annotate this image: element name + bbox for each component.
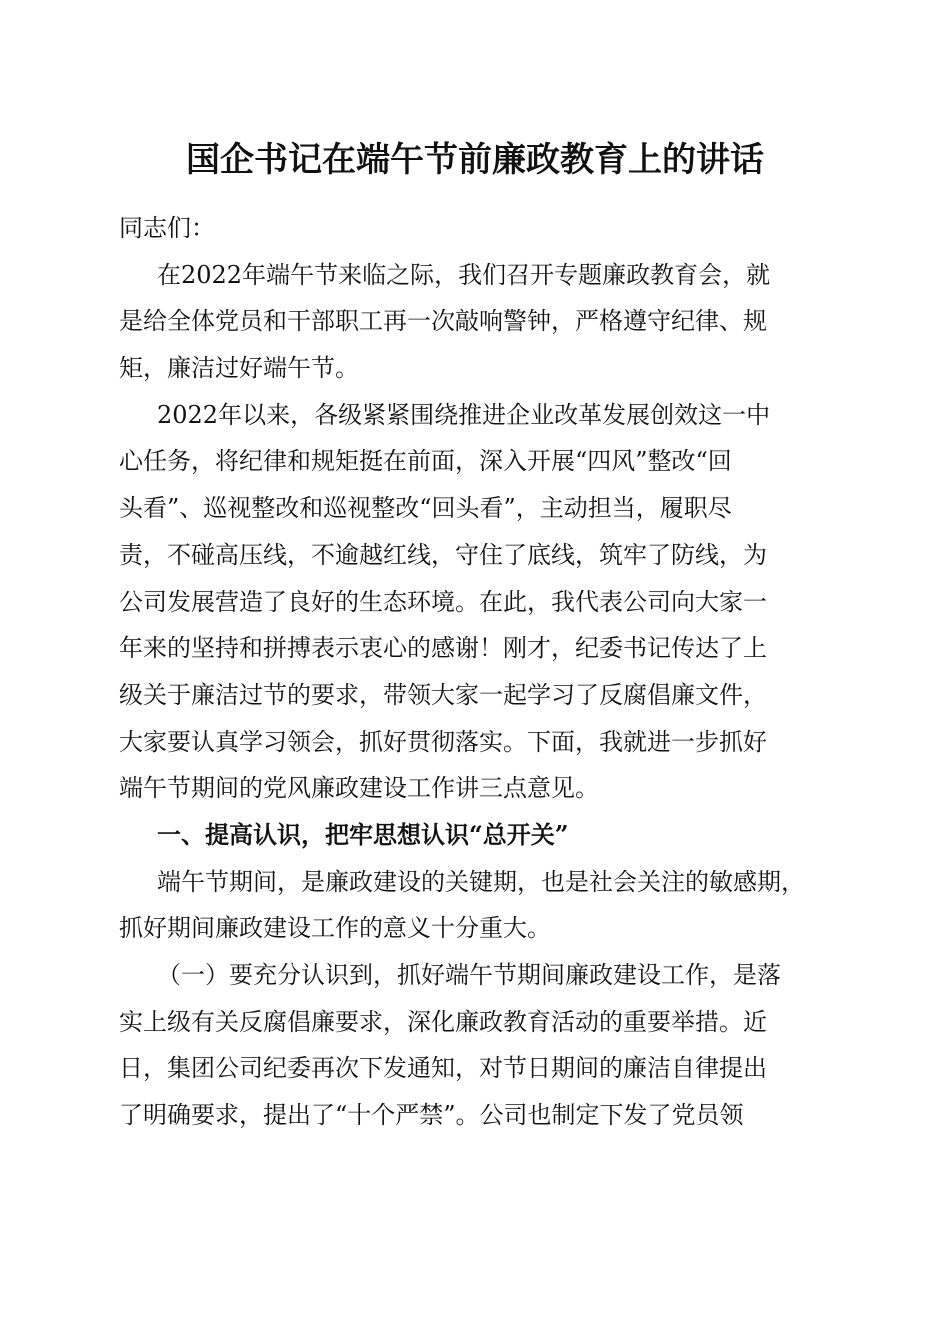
paragraph-2-line-4: 责，不碰高压线，不逾越红线，守住了底线，筑牢了防线，为 [119, 540, 767, 569]
paragraph-2-line-7: 级关于廉洁过节的要求，带领大家一起学习了反腐倡廉文件， [119, 680, 767, 709]
paragraph-2-line-6: 年来的坚持和拼搏表示衷心的感谢！刚才，纪委书记传达了上 [119, 634, 767, 663]
paragraph-2-line-9: 端午节期间的党风廉政建设工作讲三点意见。 [119, 774, 599, 803]
paragraph-2-line-8: 大家要认真学习领会，抓好贯彻落实。下面，我就进一步抓好 [119, 727, 767, 756]
paragraph-2-line-5: 公司发展营造了良好的生态环境。在此，我代表公司向大家一 [119, 587, 767, 616]
paragraph-1-line-3: 矩，廉洁过好端午节。 [119, 354, 359, 383]
paragraph-4-line-1: （一）要充分认识到，抓好端午节期间廉政建设工作，是落 [157, 961, 781, 989]
salutation-line: 同志们： [119, 214, 215, 242]
paragraph-3-line-1: 端午节期间，是廉政建设的关键期，也是社会关注的敏感期， [157, 867, 805, 896]
document-title: 国企书记在端午节前廉政教育上的讲话 [186, 140, 764, 180]
paragraph-2-line-2: 心任务，将纪律和规矩挺在前面，深入开展“四风”整改“回 [119, 447, 732, 476]
paragraph-4-line-2: 实上级有关反腐倡廉要求，深化廉政教育活动的重要举措。近 [119, 1007, 767, 1036]
paragraph-1-line-1: 在2022年端午节来临之际，我们召开专题廉政教育会，就 [157, 260, 771, 289]
paragraph-4-line-4: 了明确要求，提出了“十个严禁”。公司也制定下发了党员领 [119, 1101, 744, 1130]
paragraph-4-line-3: 日，集团公司纪委再次下发通知，对节日期间的廉洁自律提出 [119, 1054, 767, 1083]
paragraph-3-line-2: 抓好期间廉政建设工作的意义十分重大。 [119, 914, 551, 943]
paragraph-2-line-1: 2022年以来，各级紧紧围绕推进企业改革发展创效这一中 [157, 400, 771, 429]
document-body [119, 205, 831, 1139]
section-heading-1: 一、提高认识，把牢思想认识“总开关” [157, 819, 569, 849]
paragraph-2-line-3: 头看”、巡视整改和巡视整改“回头看”，主动担当，履职尽 [119, 494, 732, 523]
paragraph-1-line-2: 是给全体党员和干部职工再一次敲响警钟，严格遵守纪律、规 [119, 307, 767, 336]
